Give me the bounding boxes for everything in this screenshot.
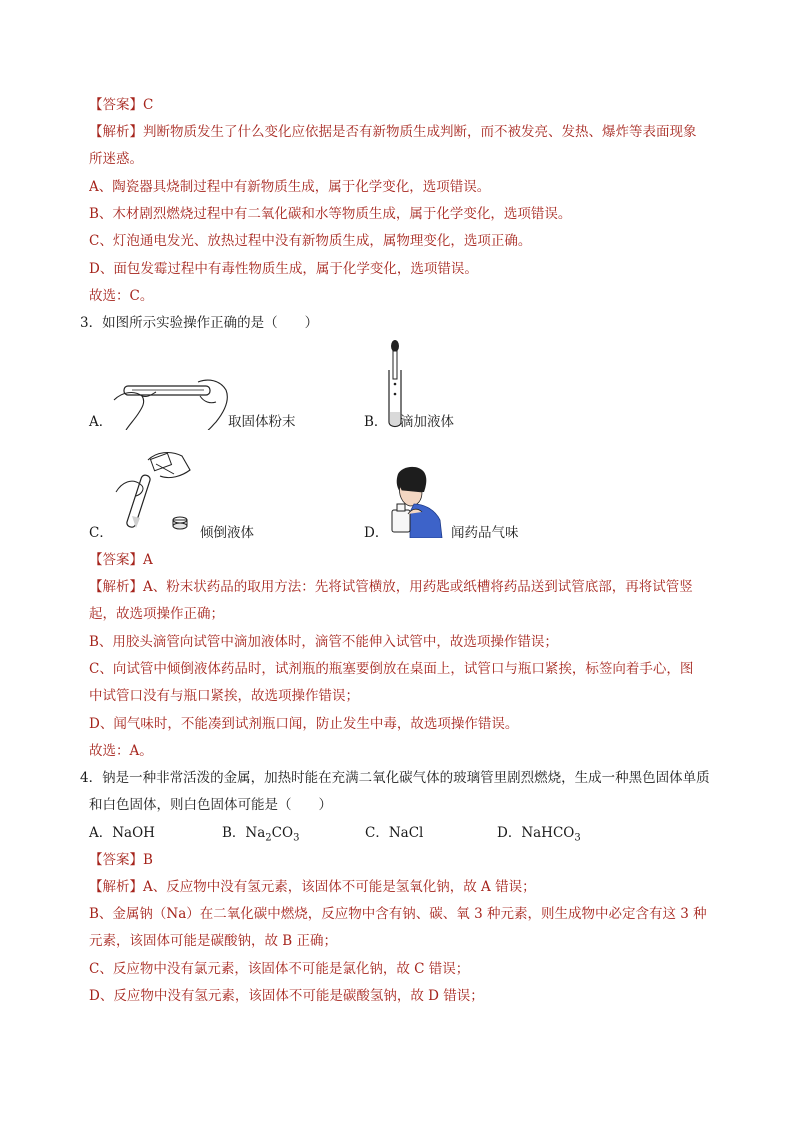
q4-analysis-c: C、反应物中没有氯元素，该固体不可能是氯化钠，故 C 错误；	[89, 961, 470, 977]
q3-option-d-letter: D．	[364, 525, 389, 541]
q4-option-c: C．NaCl	[365, 825, 424, 841]
q4-answer-line	[89, 851, 729, 869]
analysis-text: 判断物质发生了什么变化应依据是否有新物质生成判断，而不被发亮、发热、爆炸等表面现象	[143, 124, 697, 140]
q3-analysis-b: B、用胶头滴管向试管中滴加液体时，滴管不能伸入试管中，故选项操作错误；	[89, 634, 558, 650]
analysis-text: A、反应物中没有氢元素，该固体不可能是氢氧化钠，故 A 错误；	[143, 879, 536, 895]
q3-option-c-letter: C．	[89, 525, 113, 541]
q3-analysis-d: D、闻气味时，不能凑到试剂瓶口闻，防止发生中毒，故选项操作错误。	[89, 716, 519, 732]
q3-analysis-line-1	[89, 578, 729, 596]
q4-analysis-b-line-2: 元素，该固体可能是碳酸钠，故 B 正确；	[89, 933, 338, 949]
q2-analysis-c: C、灯泡通电发光、放热过程中没有新物质生成，属物理变化，选项正确。	[89, 233, 532, 249]
q3-option-a-letter: A．	[89, 414, 113, 430]
q4-option-d: D．NaHCO$_3$	[497, 825, 581, 844]
answer-tag: 【答案】	[89, 97, 143, 113]
q3-analysis-c-line-1: C、向试管中倾倒液体药品时，试剂瓶的瓶塞要倒放在桌面上，试管口与瓶口紧挨，标签向着手心，图	[89, 661, 694, 677]
q4-option-b: B．$Na_2CO_3$	[222, 825, 300, 844]
answer-value: B	[143, 852, 153, 868]
q3-answer-line	[89, 551, 729, 569]
q4-analysis-b-line-1: B、金属钠（Na）在二氧化碳中燃烧，反应物中含有钠、碳、氧 3 种元素，则生成物中必定含有这 3 种	[89, 906, 707, 922]
figure-smell-chemical	[388, 464, 446, 538]
q3-option-b-letter: B．	[364, 414, 388, 430]
q4-stem-line-2: 和白色固体，则白色固体可能是（ ）	[89, 797, 332, 813]
q2-analysis-a: A、陶瓷器具烧制过程中有新物质生成，属于化学变化，选项错误。	[89, 179, 491, 195]
q4-analysis-a	[89, 878, 729, 896]
q3-option-a-caption: 取固体粉末	[228, 414, 296, 430]
analysis-tag: 【解析】	[89, 879, 143, 895]
q2-analysis-b: B、木材剧烈燃烧过程中有二氧化碳和水等物质生成，属于化学变化，选项错误。	[89, 206, 572, 222]
answer-tag: 【答案】	[89, 552, 143, 568]
q3-choose: 故选：A。	[89, 743, 153, 759]
q4-stem-line-1: 4．钠是一种非常活泼的金属，加热时能在充满二氧化碳气体的玻璃管里剧烈燃烧，生成一种黑色固体单质	[80, 770, 710, 786]
q2-analysis-line-1	[89, 123, 729, 141]
q3-option-d-caption: 闻药品气味	[451, 525, 519, 541]
analysis-text: A、粉末状药品的取用方法：先将试管横放，用药匙或纸槽将药品送到试管底部，再将试管竖	[143, 579, 693, 595]
q2-choose: 故选：C。	[89, 288, 154, 304]
q4-analysis-d: D、反应物中没有氢元素，该固体不可能是碳酸氢钠，故 D 错误；	[89, 988, 484, 1004]
figure-pour-liquid	[112, 446, 198, 538]
q4-option-a: A．NaOH	[89, 825, 155, 841]
answer-value: A	[143, 552, 153, 568]
q3-analysis-a-line-2: 起，故选项操作正确；	[89, 606, 224, 622]
q2-analysis-line-2: 所迷惑。	[89, 151, 143, 167]
q3-option-c-caption: 倾倒液体	[200, 525, 254, 541]
analysis-tag: 【解析】	[89, 579, 143, 595]
q3-analysis-c-line-2: 中试管口没有与瓶口紧挨，故选项操作错误；	[89, 688, 359, 704]
analysis-tag: 【解析】	[89, 124, 143, 140]
figure-take-powder	[112, 374, 232, 430]
q2-analysis-d: D、面包发霉过程中有毒性物质生成，属于化学变化，选项错误。	[89, 261, 478, 277]
q3-option-b-caption: 滴加液体	[400, 414, 454, 430]
q3-stem: 3．如图所示实验操作正确的是（ ）	[80, 315, 319, 331]
answer-value: C	[143, 97, 154, 113]
q2-answer-line	[89, 96, 729, 114]
answer-tag: 【答案】	[89, 852, 143, 868]
